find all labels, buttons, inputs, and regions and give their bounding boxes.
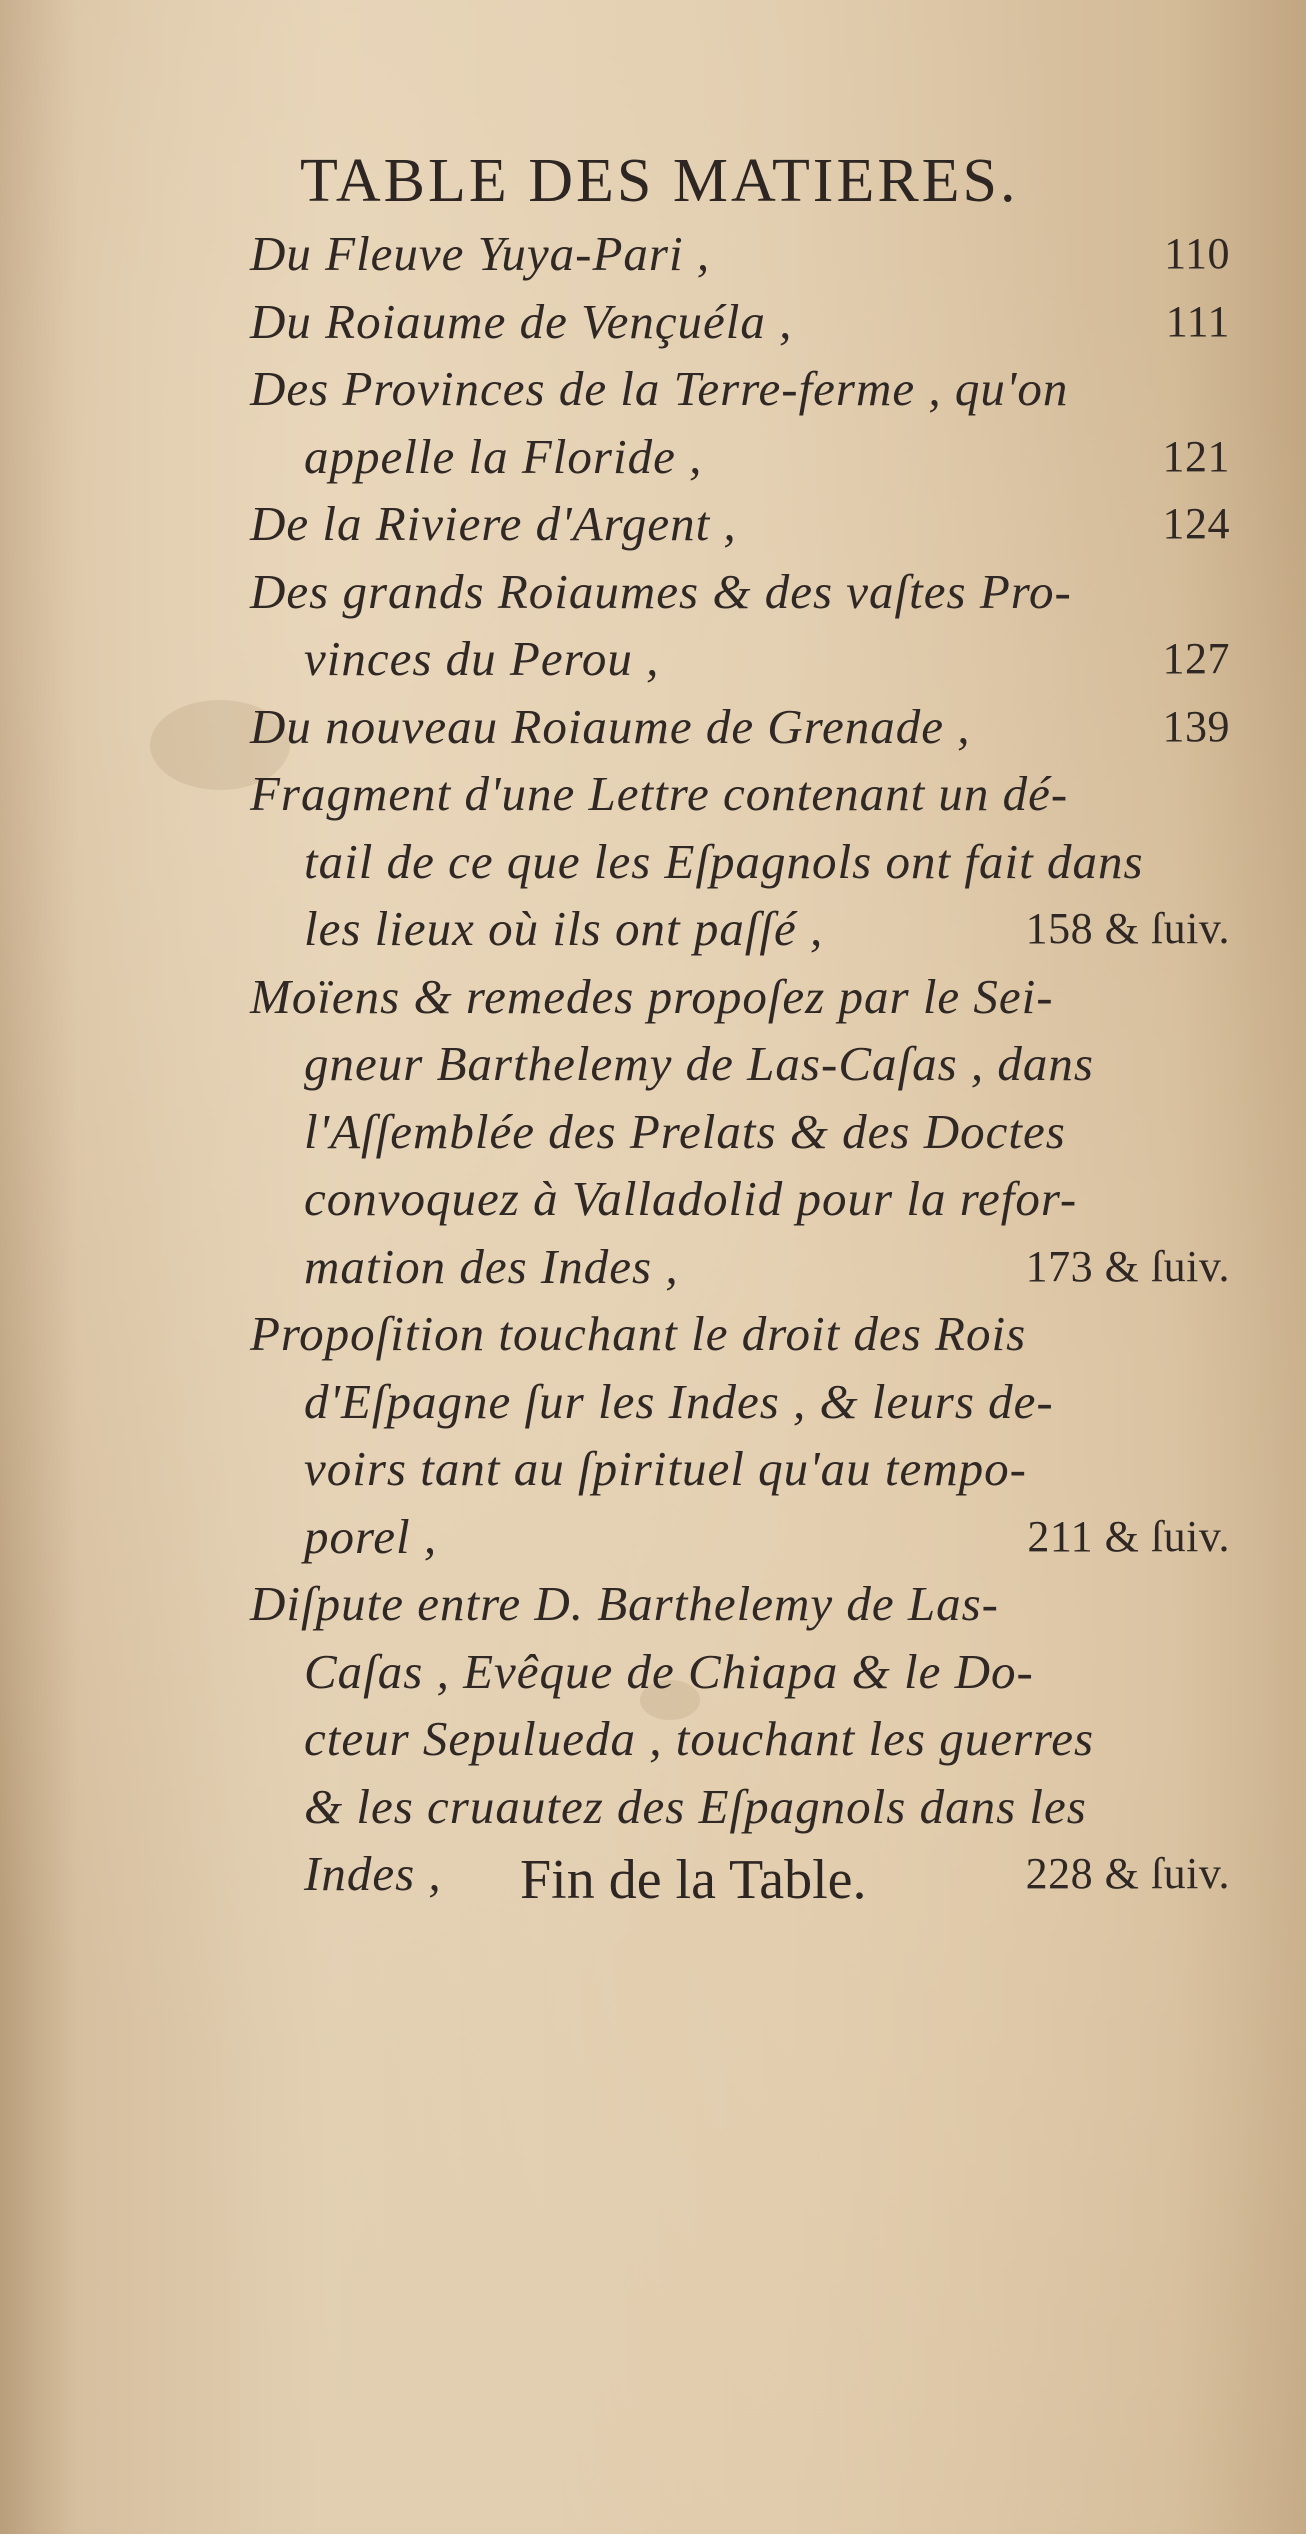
toc-entry-text: vinces du Perou , <box>304 631 660 686</box>
toc-entry <box>250 963 1230 1301</box>
toc-entry-line <box>250 895 1230 963</box>
toc-entry-text: Indes , <box>304 1846 442 1901</box>
page-heading: TABLE DES MATIERES. <box>300 147 1019 215</box>
toc-entry-line <box>250 963 1230 1031</box>
toc-entry-text: Moïens & remedes propoſez par le Sei- <box>250 968 1054 1024</box>
table-of-contents <box>250 220 1230 1908</box>
toc-entry-line <box>250 1638 1230 1706</box>
toc-entry-text: Caſas , Evêque de Chiapa & le Do- <box>304 1643 1034 1699</box>
toc-entry-text: Propoſition touchant le droit des Rois <box>250 1306 1027 1361</box>
toc-entry-text: tail de ce que les Eſpagnols ont fait dans <box>304 833 1144 889</box>
toc-page-number: 173 & ſuiv. <box>1025 1241 1230 1291</box>
toc-entry-line <box>250 1233 1230 1301</box>
toc-entry-text: Diſpute entre D. Barthelemy de Las- <box>250 1576 999 1631</box>
toc-entry-line <box>250 828 1230 896</box>
toc-entry-text: cteur Sepulueda , touchant les guerres <box>304 1711 1095 1766</box>
toc-entry-line <box>250 220 1230 288</box>
toc-entry-text: d'Eſpagne ſur les Indes , & leurs de- <box>304 1373 1054 1429</box>
toc-entry-line <box>250 1098 1230 1166</box>
toc-entry <box>250 1300 1230 1570</box>
toc-page-number: 228 & ſuiv. <box>1025 1849 1230 1898</box>
toc-entry-line <box>250 558 1230 626</box>
toc-entry-line <box>250 1368 1230 1436</box>
toc-entry-line <box>250 1705 1230 1773</box>
toc-entry-line <box>250 423 1230 491</box>
toc-page-number: 139 <box>1162 701 1230 751</box>
toc-entry-text: & les cruautez des Eſpagnols dans les <box>304 1778 1087 1834</box>
toc-entry-line <box>250 1030 1230 1098</box>
toc-entry-text: De la Riviere d'Argent , <box>250 496 737 551</box>
toc-entry-text: Des grands Roiaumes & des vaſtes Pro- <box>250 563 1072 619</box>
toc-entry-line <box>250 1435 1230 1503</box>
toc-entry-line <box>250 1570 1230 1638</box>
toc-entry-line <box>250 288 1230 356</box>
end-note: Fin de la Table. <box>520 1849 867 1911</box>
toc-page-number: 124 <box>1162 499 1230 548</box>
toc-entry <box>250 558 1230 693</box>
toc-entry-line <box>250 625 1230 693</box>
toc-entry-text: mation des Indes , <box>304 1238 679 1294</box>
toc-entry-text: Fragment d'une Lettre contenant un dé- <box>250 766 1069 821</box>
toc-entry <box>250 220 1230 288</box>
toc-page-number: 127 <box>1162 634 1230 683</box>
toc-entry-text: Du Roiaume de Vençuéla , <box>250 293 793 349</box>
toc-entry-text: les lieux où ils ont paſſé , <box>304 901 824 956</box>
toc-entry <box>250 760 1230 963</box>
toc-entry-line <box>250 1300 1230 1368</box>
toc-page-number: 110 <box>1164 229 1230 278</box>
toc-entry-line <box>250 1773 1230 1841</box>
toc-entry-line <box>250 1503 1230 1571</box>
toc-entry-line <box>250 355 1230 423</box>
toc-entry-text: Du nouveau Roiaume de Grenade , <box>250 698 971 754</box>
toc-entry-text: porel , <box>304 1508 438 1564</box>
toc-entry-text: appelle la Floride , <box>304 428 703 484</box>
toc-entry-text: gneur Barthelemy de Las-Caſas , dans <box>304 1036 1094 1091</box>
toc-page-number: 111 <box>1165 296 1230 346</box>
toc-entry-text: Du Fleuve Yuya-Pari , <box>250 226 711 281</box>
toc-entry-text: voirs tant au ſpirituel qu'au tempo- <box>304 1441 1027 1496</box>
toc-entry <box>250 490 1230 558</box>
toc-entry <box>250 288 1230 356</box>
toc-page-number: 158 & ſuiv. <box>1025 904 1230 953</box>
toc-page-number: 211 & ſuiv. <box>1027 1511 1230 1561</box>
toc-entry-line <box>250 693 1230 761</box>
toc-entry-text: l'Aſſemblée des Prelats & des Doctes <box>304 1103 1066 1159</box>
toc-entry-text: Des Provinces de la Terre-ferme , qu'on <box>250 361 1069 416</box>
toc-entry-text: convoquez à Valladolid pour la refor- <box>304 1171 1078 1226</box>
toc-entry-line <box>250 760 1230 828</box>
toc-entry <box>250 355 1230 490</box>
toc-entry <box>250 693 1230 761</box>
toc-page-number: 121 <box>1162 431 1230 481</box>
toc-entry-line <box>250 490 1230 558</box>
toc-entry-line <box>250 1165 1230 1233</box>
